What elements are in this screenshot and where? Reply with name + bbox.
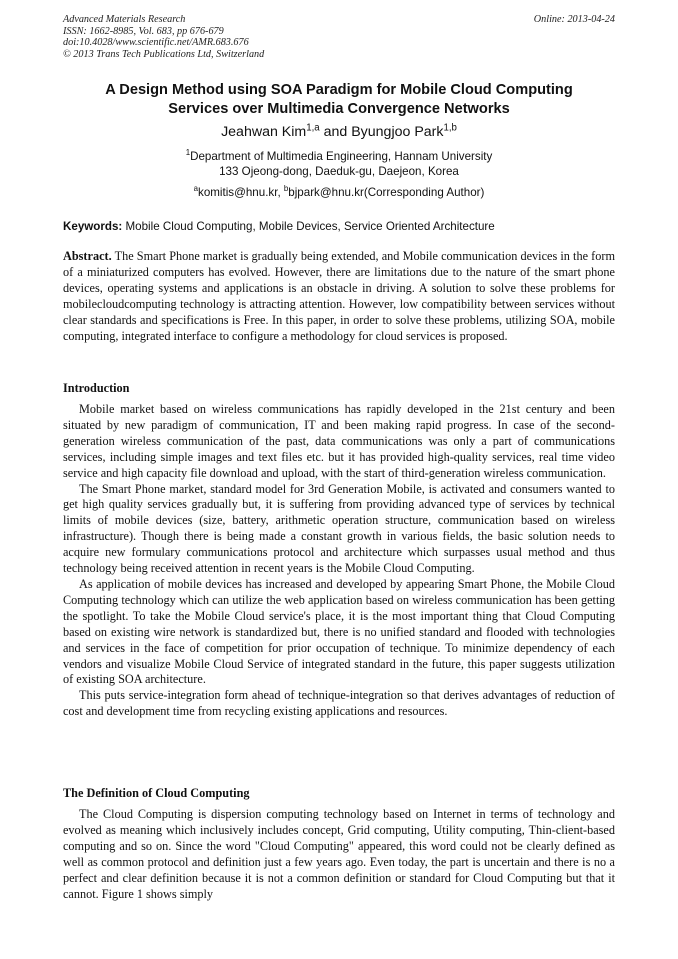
paragraph: The Cloud Computing is dispersion computing technology based on Internet in terms of technology and evolved as meaning which inclusively includes concept, Grid computing, Utility computing, Thin-client-based computing and so on. Since the word "Cloud Computing" appeared, this word could not be clearly defined as well as common protocol and definition just a few years ago. Even today, the part is uncertain and there is no a perfect and clear definition because it is not a common definition or standard for Cloud Computing but that it cannot. Figure 1 shows simply xyxy=(63,807,615,901)
section-heading-introduction: Introduction xyxy=(63,381,130,395)
journal-header xyxy=(63,14,615,60)
affiliation-line-1: Department of Multimedia Engineering, Hannam University xyxy=(190,150,493,163)
journal-name: Advanced Materials Research xyxy=(63,14,186,25)
affiliation-mark: 1 xyxy=(185,148,191,158)
issn-line: ISSN: 1662-8985, Vol. 683, pp 676-679 xyxy=(63,25,224,37)
author-1-affiliation-mark: 1,a xyxy=(306,122,320,134)
paragraph: This puts service-integration form ahead of technique-integration so that derives advantages of reduction of cost and development time from recycling existing applications and resources. xyxy=(63,688,615,719)
abstract-label: Abstract. xyxy=(63,249,112,263)
affiliation-line-2: 133 Ojeong-dong, Daeduk-gu, Daejeon, Korea xyxy=(219,165,459,178)
definition-body xyxy=(63,807,615,902)
author-2-affiliation-mark: 1,b xyxy=(443,122,457,134)
email-a[interactable]: komitis@hnu.kr, xyxy=(198,186,284,199)
keywords-label: Keywords: xyxy=(63,220,123,233)
title-line-2: Services over Multimedia Convergence Networks xyxy=(168,101,510,117)
author-2: Byungjoo Park xyxy=(351,124,444,140)
paragraph: The Smart Phone market, standard model for 3rd Generation Mobile, is activated and consumers wanted to get high quality services gradually but, it is suffering from providing advanced type of services by technical limits of mobile devices (size, battery, arithmetic operation structure, communication based on wireless infrastructure). Though there is being made a constant growth in various fields, the basic solution needs to acquire new formulary communications protocol and architecture which surpasses usual method and thus technology being received attention in recent years is the Mobile Cloud Computing. xyxy=(63,481,615,576)
paper-title xyxy=(40,81,638,119)
email-line xyxy=(40,185,638,200)
online-date: Online: 2013-04-24 xyxy=(533,14,615,25)
affiliation xyxy=(40,149,638,179)
paragraph: Mobile market based on wireless communications has rapidly developed in the 21st century and been situated by new paradigm of communication, IT and been making rapid progress. In case of the second-generation wireless communication of the past, data communications was only a part of communications services, including simple images and text files etc. but it has provided high-quality services, real time video service and high capacity file download and upload, with the start of third-generation wireless communication. xyxy=(63,402,615,480)
email-b-mark: b xyxy=(283,184,289,194)
introduction-body xyxy=(63,402,615,720)
keywords xyxy=(63,219,615,234)
keywords-text: Mobile Cloud Computing, Mobile Devices, Service Oriented Architecture xyxy=(122,220,495,233)
paragraph: As application of mobile devices has increased and developed by appearing Smart Phone, the Mobile Cloud Computing technology which can utilize the web application based on wireless communication has been getting the spotlight. To take the Mobile Cloud service's place, it is the most important thing that Cloud Computing based on existing wire network is standardized but, there is no unified standard and flooded with technologies and services in the face of competition for prior occupation of technique. To minimize dependency of each vendors and visualize Mobile Cloud Service of integrated standard in the future, this paper suggests utilization of existing SOA architecture. xyxy=(63,576,615,687)
title-line-1: A Design Method using SOA Paradigm for Mobile Cloud Computing xyxy=(105,82,573,98)
author-conjunction: and xyxy=(319,124,352,140)
abstract xyxy=(63,249,615,344)
author-1: Jeahwan Kim xyxy=(221,124,307,140)
copyright-line: © 2013 Trans Tech Publications Ltd, Switzerland xyxy=(63,48,265,60)
email-b[interactable]: bjpark@hnu.kr(Corresponding Author) xyxy=(288,186,485,199)
abstract-text: The Smart Phone market is gradually being extended, and Mobile communication devices in the form of a miniaturized computers has evolved. However, there are limitations due to the nature of the smart phone devices, operating systems and applications is an obstacle in driving. A solution to solve these problems for mobilecloudcomputing technology is attracting attention. However, low compatibility between services without clear standards and specifications is Free. In this paper, in order to solve these problems, utilizing SOA, mobile computing, integrated interface to configure a methodology for cloud services is proposed. xyxy=(63,249,615,343)
email-a-mark: a xyxy=(193,184,199,194)
doi-line: doi:10.4028/www.scientific.net/AMR.683.676 xyxy=(63,37,249,49)
author-list xyxy=(40,123,638,141)
section-heading-cloud-definition: The Definition of Cloud Computing xyxy=(63,786,250,800)
